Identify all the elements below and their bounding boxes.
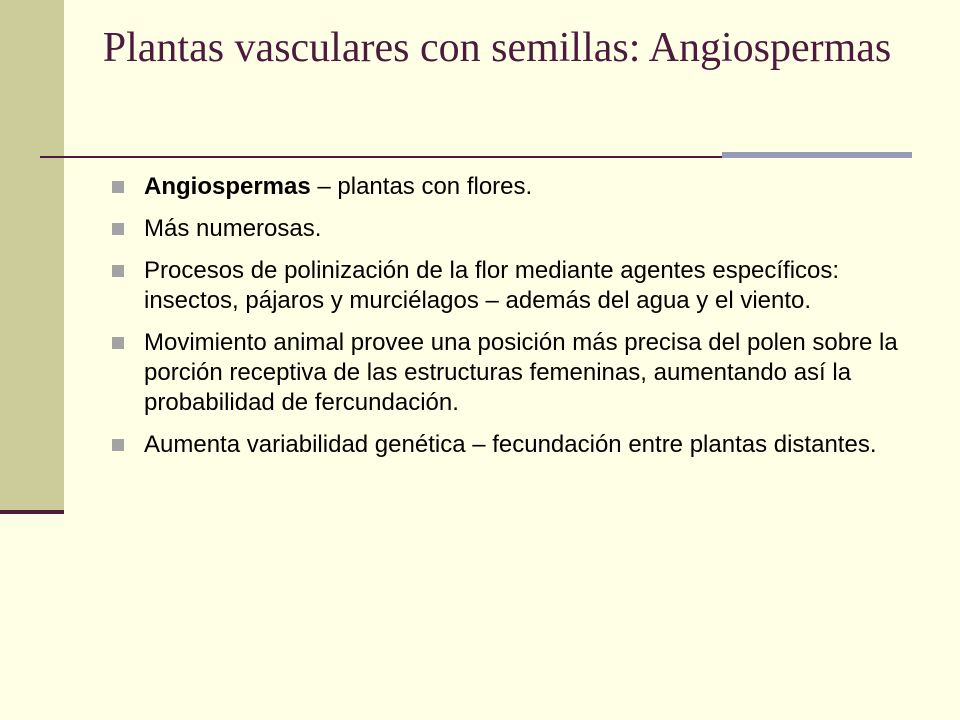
slide-title: Plantas vasculares con semillas: Angiospermas: [102, 25, 892, 71]
bullet-item: [112, 214, 902, 244]
square-bullet-icon: [112, 337, 124, 349]
bullet-item: [112, 430, 902, 460]
bullet-item: [112, 256, 902, 316]
square-bullet-icon: [112, 265, 124, 277]
bullet-text: Procesos de polinización de la flor mediante agentes específicos: insectos, pájaros y murciélagos – además del agua y el viento.: [144, 257, 840, 314]
left-band-divider: [0, 510, 64, 514]
bullet-item: [112, 172, 902, 202]
left-decorative-band: [0, 0, 64, 512]
bullet-bold-term: Angiospermas: [144, 173, 311, 200]
bullet-text: – plantas con flores.: [310, 173, 533, 200]
bullet-text: Movimiento animal provee una posición más precisa del polen sobre la porción receptiva de las estructuras femeninas, aumentando así la probabilidad de fercundación.: [144, 329, 898, 416]
square-bullet-icon: [112, 181, 124, 193]
bullet-text: Aumenta variabilidad genética – fecundación entre plantas distantes.: [144, 431, 877, 458]
bullet-item: [112, 328, 902, 418]
square-bullet-icon: [112, 223, 124, 235]
title-accent-bar: [722, 152, 912, 158]
bullet-list: [112, 172, 902, 472]
square-bullet-icon: [112, 439, 124, 451]
bullet-text: Más numerosas.: [144, 215, 322, 242]
